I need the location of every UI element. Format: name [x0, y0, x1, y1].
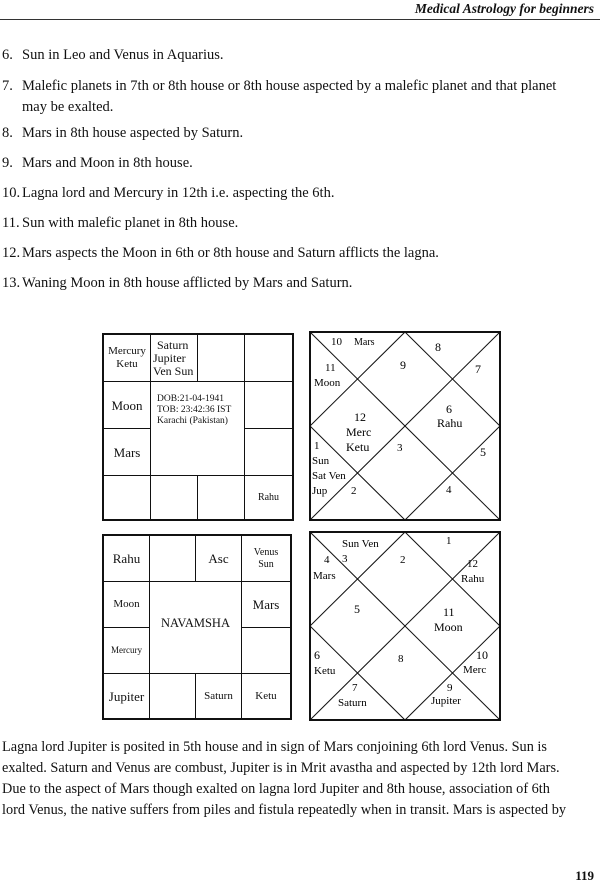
list-text: Lagna lord and Mercury in 12th i.e. aspecting the 6th. — [22, 185, 335, 201]
list-item — [2, 45, 598, 66]
rn-num-8: 8 — [435, 340, 441, 354]
nn-num-4: 4 — [324, 554, 330, 566]
nn-num-10: 10 — [476, 648, 488, 662]
nn-num-6: 6 — [314, 648, 320, 662]
nn-num-2: 2 — [400, 554, 406, 566]
body-paragraph — [2, 737, 598, 821]
navamsha-north-chart — [309, 531, 501, 721]
list-text-cont: may be exalted. — [22, 99, 114, 115]
rasi-cell-r3c2 — [198, 476, 245, 519]
list-num: 10. — [2, 185, 21, 201]
rn-merc: Merc — [346, 425, 372, 439]
rn-mars: Mars — [354, 337, 375, 348]
list-item — [2, 123, 598, 144]
list-num: 12. — [2, 245, 21, 261]
rasi-cell-r0c2 — [198, 335, 245, 382]
rasi-birth-details — [151, 382, 245, 476]
rn-rahu: Rahu — [437, 416, 463, 430]
nn-saturn: Saturn — [338, 697, 367, 709]
nav-cell-r0c3: Venus Sun — [242, 536, 290, 582]
list-item — [2, 183, 598, 204]
nn-mars: Mars — [313, 570, 336, 582]
nn-num-8: 8 — [398, 653, 404, 665]
rn-num-7: 7 — [475, 362, 481, 376]
rn-num-1: 1 — [314, 440, 320, 452]
list-text: Sun in Leo and Venus in Aquarius. — [22, 47, 224, 63]
rasi-cell-r3c0 — [104, 476, 151, 519]
list-item — [2, 153, 598, 174]
list-item — [2, 213, 598, 234]
list-text: Sun with malefic planet in 8th house. — [22, 215, 239, 231]
rn-num-9: 9 — [400, 358, 406, 372]
rasi-cell-r1c0: Moon — [104, 382, 151, 429]
rn-num-12: 12 — [354, 410, 366, 424]
nav-cell-r2c0: Mercury — [104, 628, 150, 674]
nn-ketu: Ketu — [314, 665, 336, 677]
rn-num-11: 11 — [325, 362, 336, 374]
dob-text: DOB:21-04-1941 — [157, 394, 225, 404]
list-text: Mars in 8th house aspected by Saturn. — [22, 125, 244, 141]
header-title: Medical Astrology for beginners — [414, 1, 594, 16]
rasi-cell-r2c0: Mars — [104, 429, 151, 476]
tob-text: TOB: 23:42:36 IST — [157, 405, 232, 415]
nav-cell-r3c0: Jupiter — [104, 674, 150, 718]
nav-cell-r1c3: Mars — [242, 582, 290, 628]
paragraph-line: Due to the aspect of Mars though exalted on lagna lord Jupiter and 8th house, association of 6th — [2, 781, 550, 797]
rn-num-2: 2 — [351, 485, 357, 497]
rn-num-10: 10 — [331, 336, 342, 348]
list-text: Malefic planets in 7th or 8th house or 8th house aspected by a malefic planet and that planet — [22, 78, 557, 94]
list-item — [2, 243, 598, 264]
list-item — [2, 273, 598, 294]
paragraph-line: exalted. Saturn and Venus are combust, Jupiter is in Mrit avastha and aspected by 12th lord Mars. — [2, 760, 560, 776]
nn-num-3: 3 — [342, 553, 348, 565]
rasi-cell-r0c0: Mercury Ketu — [104, 335, 151, 382]
nn-num-9: 9 — [447, 682, 453, 694]
nav-cell-r3c1 — [150, 674, 196, 718]
list-num: 7. — [2, 78, 13, 94]
nn-rahu: Rahu — [461, 573, 485, 585]
list-text: Mars and Moon in 8th house. — [22, 155, 193, 171]
list-num: 13. — [2, 275, 21, 291]
page-number: 119 — [575, 868, 594, 883]
list-item — [2, 76, 598, 118]
nav-cell-r3c2: Saturn — [196, 674, 242, 718]
nn-num-5: 5 — [354, 602, 360, 616]
rasi-south-chart — [102, 333, 294, 521]
list-num: 11. — [2, 215, 20, 231]
rasi-north-chart — [309, 331, 501, 521]
rn-num-6: 6 — [446, 402, 452, 416]
rasi-cell-r0c3 — [245, 335, 292, 382]
nav-cell-r1c0: Moon — [104, 582, 150, 628]
navamsha-center — [150, 582, 242, 674]
paragraph-line: lord Venus, the native suffers from piles and fistula repeatedly when in transit. Mars is aspected by — [2, 802, 567, 818]
rn-moon: Moon — [314, 377, 341, 389]
place-text: Karachi (Pakistan) — [157, 416, 228, 426]
rasi-cell-r3c1 — [151, 476, 198, 519]
nn-sun-ven: Sun Ven — [342, 538, 379, 550]
rasi-cell-r2c3 — [245, 429, 292, 476]
rn-num-4: 4 — [446, 484, 452, 496]
list-num: 6. — [2, 47, 13, 63]
nn-num-7: 7 — [352, 682, 358, 694]
nav-cell-r0c2: Asc — [196, 536, 242, 582]
rn-num-3: 3 — [397, 442, 403, 454]
nav-cell-r3c3: Ketu — [255, 689, 277, 702]
list-text: Mars aspects the Moon in 6th or 8th house and Saturn afflicts the lagna. — [22, 245, 439, 261]
nn-jupiter: Jupiter — [431, 695, 461, 707]
list-text: Waning Moon in 8th house afflicted by Mars and Saturn. — [22, 275, 353, 291]
rasi-cell-r0c1: Saturn Jupiter Ven Sun — [151, 335, 198, 382]
navamsha-south-chart — [102, 534, 292, 720]
nn-num-12: 12 — [467, 558, 478, 570]
nav-cell-r2c3 — [242, 628, 290, 674]
nn-moon: Moon — [434, 620, 463, 634]
rn-sat-ven: Sat Ven — [312, 470, 346, 482]
rn-sun: Sun — [312, 455, 330, 467]
list-num: 9. — [2, 155, 13, 171]
rn-jup: Jup — [312, 485, 328, 497]
rasi-cell-r1c3 — [245, 382, 292, 429]
nn-num-11: 11 — [443, 605, 455, 619]
nn-merc: Merc — [463, 664, 487, 676]
rasi-cell-r3c3: Rahu — [257, 492, 280, 503]
nn-num-1: 1 — [446, 535, 452, 547]
rn-num-5: 5 — [480, 445, 486, 459]
rn-ketu: Ketu — [346, 440, 370, 454]
navamsha-title: NAVAMSHA — [160, 616, 230, 630]
header-rule — [0, 19, 600, 20]
nav-cell-r0c1 — [150, 536, 196, 582]
list-num: 8. — [2, 125, 13, 141]
nav-cell-r0c0: Rahu — [104, 536, 150, 582]
paragraph-line: Lagna lord Jupiter is posited in 5th house and in sign of Mars conjoining 6th lord Venus. Sun is — [2, 739, 547, 755]
